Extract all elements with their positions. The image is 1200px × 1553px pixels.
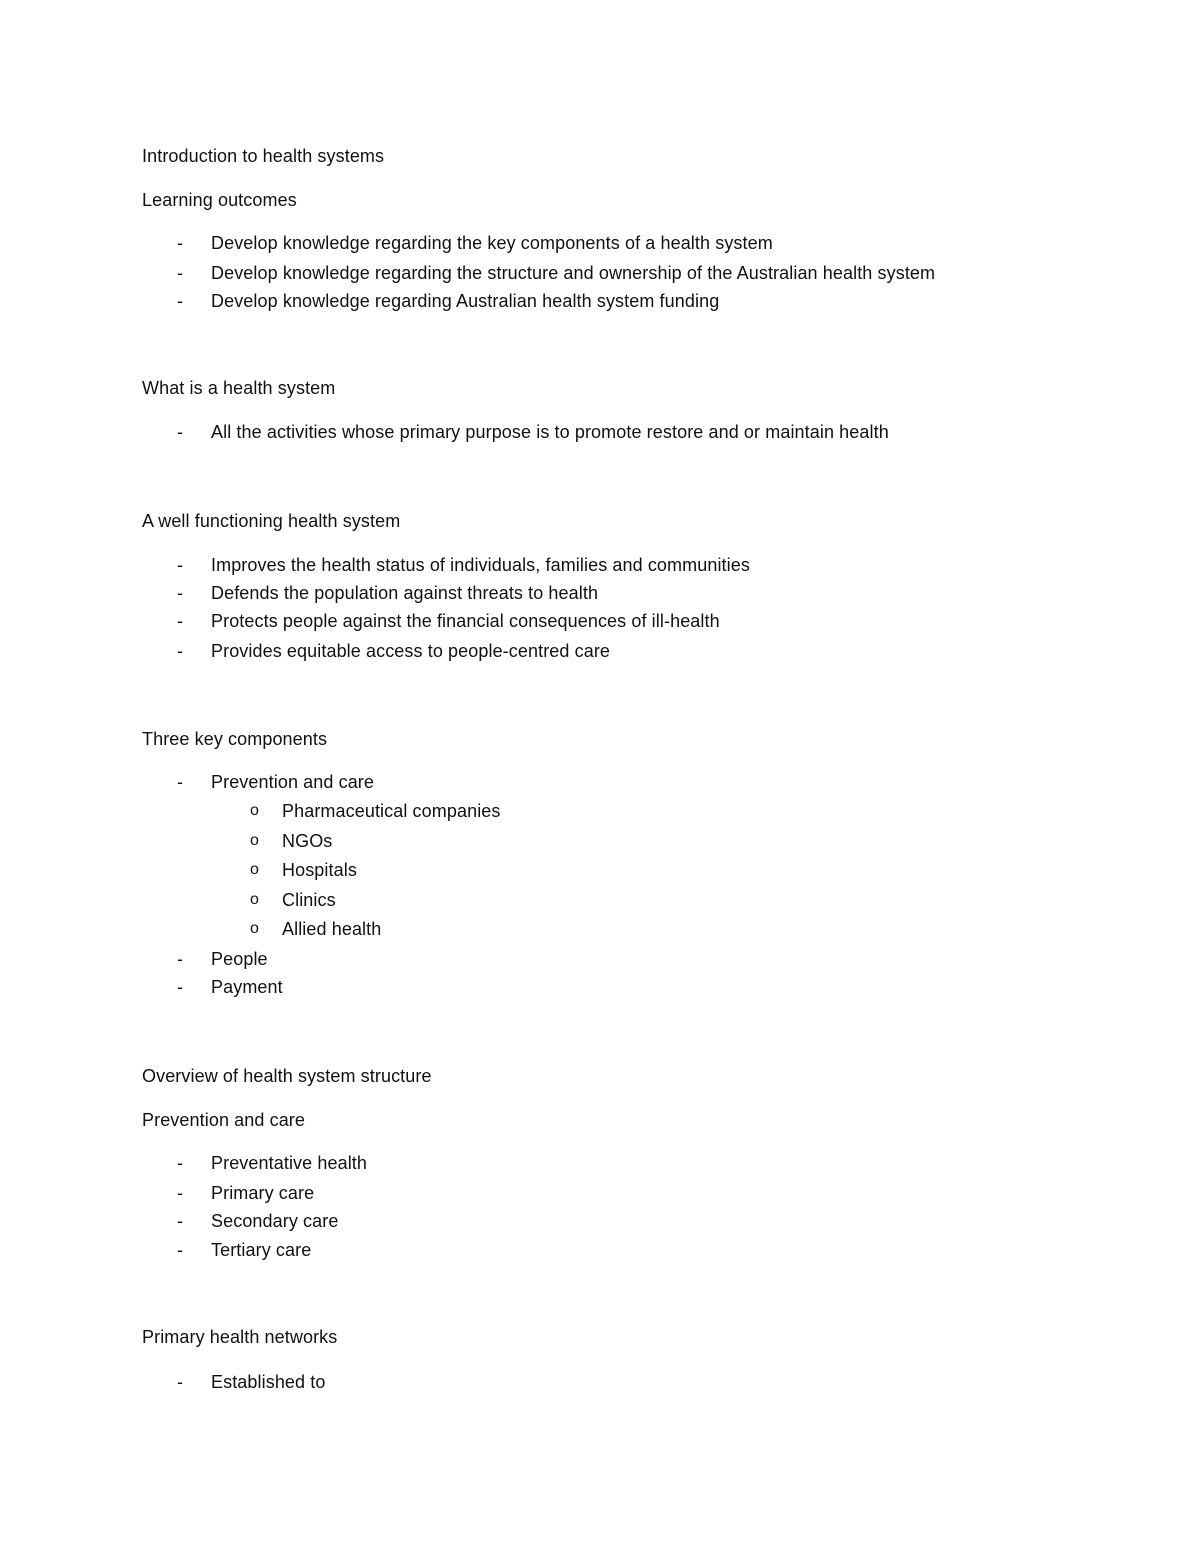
bullet-dash: - (177, 1372, 183, 1392)
list-item: Preventative health (211, 1153, 367, 1173)
list-item: Primary care (211, 1183, 315, 1203)
list-item: Improves the health status of individuals, families and communities (211, 555, 750, 575)
sub-list-item: Pharmaceutical companies (282, 801, 501, 821)
document-title: Introduction to health systems (142, 146, 385, 166)
bullet-dash: - (177, 949, 183, 969)
list-item: Develop knowledge regarding the key components of a health system (211, 233, 773, 253)
bullet-dash: - (177, 291, 183, 311)
list-item: Defends the population against threats to health (211, 583, 599, 603)
learning-outcomes-heading: Learning outcomes (142, 190, 297, 210)
sub-bullet-marker: o (250, 920, 259, 937)
list-item: People (211, 949, 268, 969)
bullet-dash: - (177, 422, 183, 442)
sub-bullet-marker: o (250, 802, 259, 819)
section-heading-what-is: What is a health system (142, 378, 336, 398)
list-item: Tertiary care (211, 1240, 312, 1260)
bullet-dash: - (177, 233, 183, 253)
list-item: Prevention and care (211, 772, 375, 792)
bullet-dash: - (177, 641, 183, 661)
bullet-dash: - (177, 555, 183, 575)
sub-list-item: Clinics (282, 890, 336, 910)
sub-list-item: NGOs (282, 831, 333, 851)
list-item: Develop knowledge regarding Australian health system funding (211, 291, 720, 311)
bullet-dash: - (177, 1211, 183, 1231)
sub-bullet-marker: o (250, 861, 259, 878)
bullet-dash: - (177, 1153, 183, 1173)
bullet-dash: - (177, 772, 183, 792)
sub-list-item: Allied health (282, 919, 382, 939)
bullet-dash: - (177, 583, 183, 603)
list-item: Develop knowledge regarding the structure and ownership of the Australian health system (211, 263, 936, 283)
bullet-dash: - (177, 1240, 183, 1260)
sub-list-item: Hospitals (282, 860, 357, 880)
section-heading-overview: Overview of health system structure (142, 1066, 432, 1086)
sub-bullet-marker: o (250, 891, 259, 908)
section-heading-three-key: Three key components (142, 729, 328, 749)
list-item: Payment (211, 977, 283, 997)
bullet-dash: - (177, 263, 183, 283)
sub-bullet-marker: o (250, 832, 259, 849)
list-item: Established to (211, 1372, 326, 1392)
list-item: Protects people against the financial consequences of ill-health (211, 611, 720, 631)
prevention-care-heading: Prevention and care (142, 1110, 306, 1130)
bullet-dash: - (177, 1183, 183, 1203)
list-item: Provides equitable access to people-centred care (211, 641, 611, 661)
bullet-dash: - (177, 611, 183, 631)
section-heading-well-functioning: A well functioning health system (142, 511, 401, 531)
list-item: Secondary care (211, 1211, 339, 1231)
section-heading-phn: Primary health networks (142, 1327, 338, 1347)
list-item: All the activities whose primary purpose is to promote restore and or maintain health (211, 422, 889, 442)
bullet-dash: - (177, 977, 183, 997)
